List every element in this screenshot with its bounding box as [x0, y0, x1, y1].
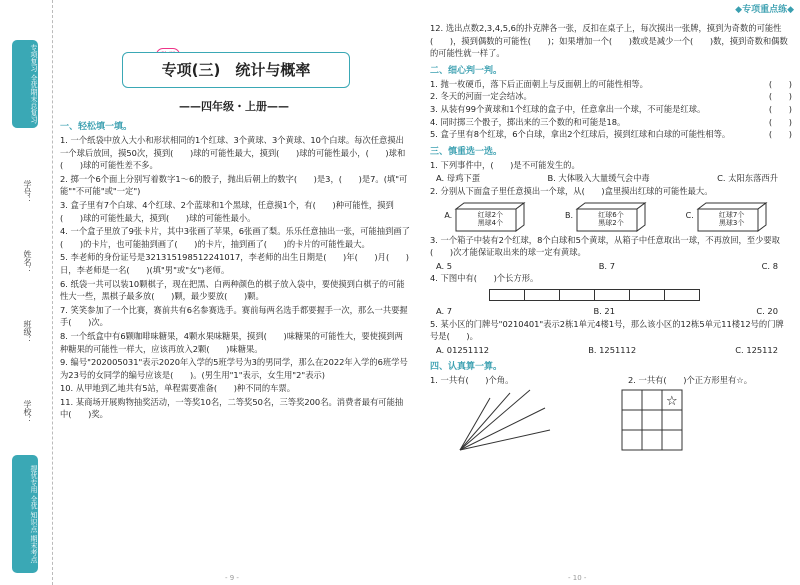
question-8: 8. 一个纸盒中有6颗咖啡味糖果，4颗水果味糖果，摸到( )味糖果的可能性大，要使摸到两种糖果的可能性一样大，应该再放入2颗( )味糖果。	[60, 330, 403, 354]
class-label: 班级：	[23, 320, 32, 344]
box-a: A. 红球2个 黑球4个	[454, 201, 526, 231]
left-page	[56, 30, 412, 575]
left-page-number: - 9 -	[225, 574, 239, 582]
box-c: C. 红球7个 黑球3个	[696, 201, 768, 231]
right-page-number: - 10 -	[568, 574, 587, 582]
choice-3-options: A. 5 B. 7 C. 8	[436, 260, 778, 271]
star-icon: ☆	[666, 393, 678, 409]
calc-1: 1. 一共有( )个角。	[430, 375, 514, 386]
school-label: 学校：	[23, 400, 32, 424]
angle-rays-figure	[450, 388, 560, 458]
square-grid-figure	[620, 388, 690, 458]
choice-3: 3. 一个箱子中装有2个红球，8个白球和5个黄球，从箱子中任意取出一球，不再放回，至少要取( )次才能保证取出来的球一定有黄球。	[430, 234, 780, 258]
judge-4: 4. 同时掷三个骰子，掷出来的三个数的和可能是18。 ( )	[430, 116, 792, 127]
choice-4-options: A. 7 B. 21 C. 20	[436, 305, 778, 316]
question-7: 7. 笑笑参加了一个比赛，赛前共有6名参赛选手。赛前每两名选手都要握手一次，那么一共要握手( )次。	[60, 304, 408, 328]
right-page	[430, 8, 795, 578]
judge-2: 2. 冬天的河面一定会结冰。 ( )	[430, 91, 792, 102]
question-2: 2. 掷一个6个面上分别写着数字1～6的骰子，抛出后朝上的数字( )是3，( )是7。(填"可能""不可能"或"一定")	[60, 173, 408, 197]
calc-row	[430, 374, 792, 388]
choice-5-options: A. 01251112 B. 1251112 C. 125112	[436, 344, 778, 355]
spine-bottom-badge: 提优专用 全优 知识点 期末考点	[12, 455, 38, 573]
left-content	[60, 116, 410, 422]
page-title: 专项(三) 统计与概率	[122, 52, 350, 88]
choice-1-options: A. 母鸡下蛋 B. 大体吸入大量缓气会中毒 C. 太阳东落西升	[436, 173, 778, 184]
choice-1: 1. 下列事件中，( )是不可能发生的。	[430, 159, 580, 170]
spine-top-badge: 专项复习 全优期末总复习	[12, 40, 38, 128]
question-1: 1. 一个纸袋中放入大小和形状相同的1个红球、3个黄球、3个黄球、10个白球。每次任意摸出一个球后放回，摸50次，摸到( )球的可能性最大，摸到( )球的可能性最小，( )球和( )球的可能性差不多。	[60, 135, 406, 171]
question-11: 11. 某商场开展购物抽奖活动，一等奖10名，二等奖50名，三等奖200名。消费者最有可能抽中( )奖。	[60, 396, 404, 420]
ball-boxes	[430, 201, 792, 231]
calc-2: 2. 一共有( )个正方形里有☆。	[627, 375, 752, 386]
name-label: 姓名：	[23, 250, 32, 274]
question-10: 10. 从甲地到乙地共有5站，单程需要准备( )种不同的车票。	[60, 383, 296, 394]
choice-2: 2. 分别从下面盒子里任意摸出一个球，从( )盒里摸出红球的可能性最大。	[430, 185, 713, 196]
student-id-label: 学号：	[23, 180, 32, 204]
section-choice: 三、慎重选一选。	[430, 146, 503, 157]
section-calc: 四、认真算一算。	[430, 362, 503, 373]
question-4: 4. 一个盒子里放了9张卡片，其中3张画了苹果，6张画了梨。乐乐任意抽出一张，可能抽到画了( )的卡片，也可能抽到画了( )的卡片，抽到画了( )的卡片的可能性最大。	[60, 226, 410, 249]
question-6: 6. 纸袋一共可以装10颗棋子，现在把黑、白两种颜色的棋子放入袋中，要使摸到白棋子的可能性大一些，黑棋子最多放( )颗，最少要放( )颗。	[60, 278, 405, 302]
question-9: 9. 编号"202005031"表示2020年入学的5班学号为3的男同学，那么在2022年入学的6班学号为23号的女同学的编号应该是( )。(男生用"1"表示，女生用"2"表示)	[60, 357, 408, 380]
question-5: 5. 李老师的身份证号是321315198512241017，李老师的出生日期是( )年( )月( )日，李老师是一名( )(填"男"或"女")老师。	[60, 252, 410, 275]
section-judge: 二、细心判一判。	[430, 65, 503, 76]
grade-label: ——四年级・上册——	[179, 100, 289, 113]
choice-5: 5. 某小区的门牌号"0210401"表示2栋1单元4楼1号，那么该小区的12栋5单元11楼12号的门牌号是( )。	[430, 318, 784, 342]
rectangle-strip	[490, 289, 792, 301]
judge-5: 5. 盒子里有8个红球，6个白球，拿出2个红球后，摸到红球和白球的可能性相等。 ( )	[430, 129, 792, 140]
question-12: 12. 选出点数2,3,4,5,6的扑克牌各一张，反扣在桌子上，每次摸出一张牌，摸到为奇数的可能性( )，摸到偶数的可能性( )；如果增加一个( )数或是减少一个( )数，摸到奇数和偶数的可能性就一样了。	[430, 23, 788, 59]
choice-4: 4. 下图中有( )个长方形。	[430, 273, 539, 284]
box-b: B. 红球6个 黑球2个	[575, 201, 647, 231]
judge-1: 1. 抛一枚硬币，落下后正面朝上与反面朝上的可能性相等。 ( )	[430, 78, 792, 89]
header-badge: ◆专项重点练◆	[735, 5, 794, 15]
question-3: 3. 盒子里有7个白球、4个红球、2个蓝球和1个黑球，任意摸1个，有( )种可能性，摸到( )球的可能性最大，摸到( )球的可能性最小。	[60, 199, 394, 223]
binding-spine	[0, 0, 53, 585]
judge-3: 3. 从装有99个黄球和1个红球的盒子中，任意拿出一个球，不可能是红球。 ( )	[430, 103, 792, 114]
calc-figures	[430, 388, 792, 458]
section-fill: 一、轻松填一填。	[60, 122, 133, 132]
